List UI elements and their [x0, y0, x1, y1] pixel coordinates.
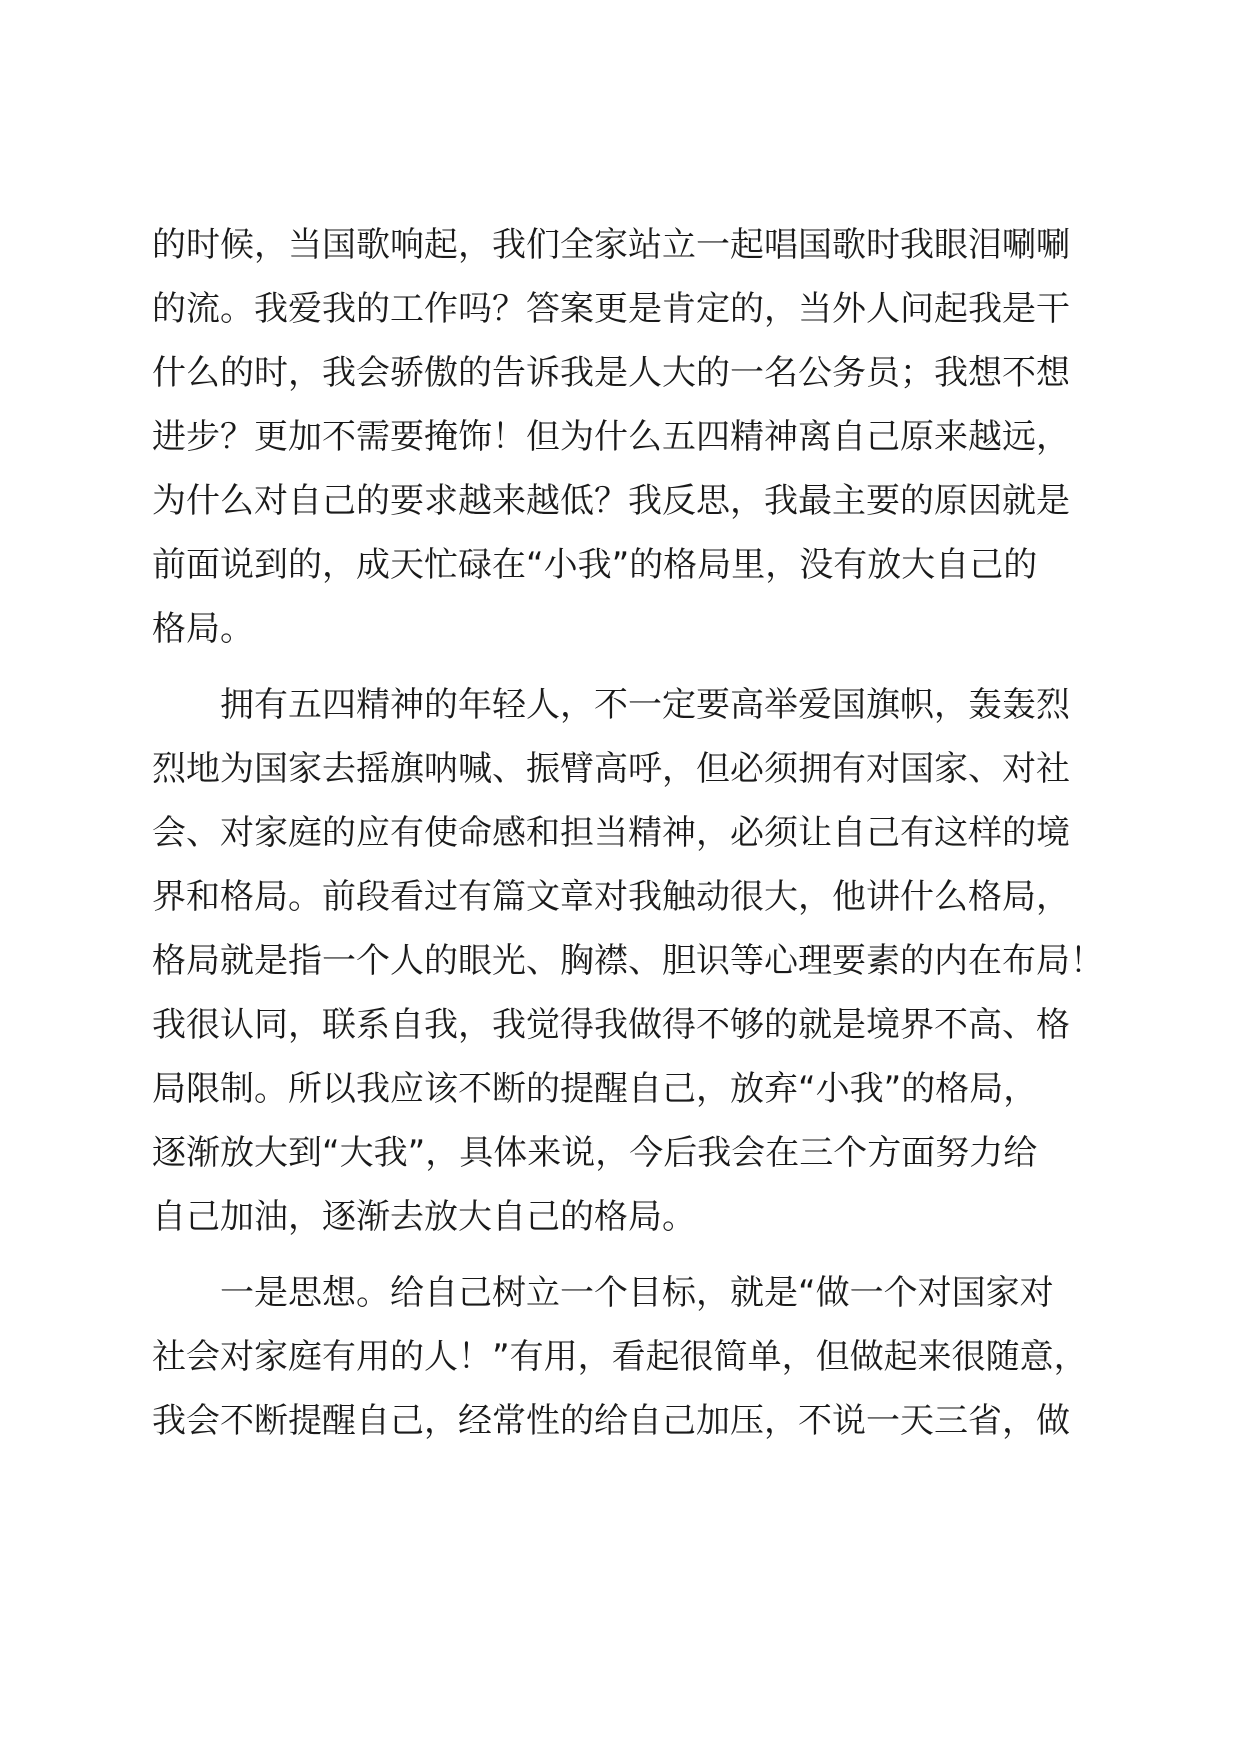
text-line: 我很认同，联系自我，我觉得我做得不够的就是境界不高、格: [152, 1005, 1070, 1045]
paragraph-2: [152, 673, 1112, 1249]
text-line: 局限制。所以我应该不断的提醒自己，放弃“小我”的格局，: [152, 1069, 1038, 1109]
text-line: 界和格局。前段看过有篇文章对我触动很大，他讲什么格局，: [152, 877, 1070, 917]
paragraph-spacer: [152, 1249, 1112, 1261]
text-line: 逐渐放大到“大我”，具体来说，今后我会在三个方面努力给: [152, 1133, 1038, 1173]
text-line: 为什么对自己的要求越来越低？我反思，我最主要的原因就是: [152, 481, 1070, 521]
text-line: 社会对家庭有用的人！”有用，看起很简单，但做起来很随意，: [152, 1337, 1088, 1377]
paragraph-3: [152, 1261, 1112, 1453]
text-line: 烈地为国家去摇旗呐喊、振臂高呼，但必须拥有对国家、对社: [152, 749, 1070, 789]
text-line: 自己加油，逐渐去放大自己的格局。: [152, 1197, 696, 1237]
text-line: 前面说到的，成天忙碌在“小我”的格局里，没有放大自己的: [152, 545, 1038, 585]
text-line: 一是思想。给自己树立一个目标，就是“做一个对国家对: [220, 1273, 1054, 1313]
text-line: 进步？更加不需要掩饰！但为什么五四精神离自己原来越远，: [152, 417, 1070, 457]
text-line: 格局就是指一个人的眼光、胸襟、胆识等心理要素的内在布局！: [152, 941, 1104, 981]
text-line: 我会不断提醒自己，经常性的给自己加压，不说一天三省，做: [152, 1401, 1070, 1441]
text-line: 会、对家庭的应有使命感和担当精神，必须让自己有这样的境: [152, 813, 1070, 853]
document-body: [152, 213, 1112, 1453]
text-line: 的流。我爱我的工作吗？答案更是肯定的，当外人问起我是干: [152, 289, 1070, 329]
paragraph-1: [152, 213, 1112, 661]
text-line: 什么的时，我会骄傲的告诉我是人大的一名公务员；我想不想: [152, 353, 1070, 393]
text-line: 的时候，当国歌响起，我们全家站立一起唱国歌时我眼泪唰唰: [152, 225, 1070, 265]
paragraph-spacer: [152, 661, 1112, 673]
text-line: 拥有五四精神的年轻人，不一定要高举爱国旗帜，轰轰烈: [220, 685, 1070, 725]
text-line: 格局。: [152, 609, 254, 649]
